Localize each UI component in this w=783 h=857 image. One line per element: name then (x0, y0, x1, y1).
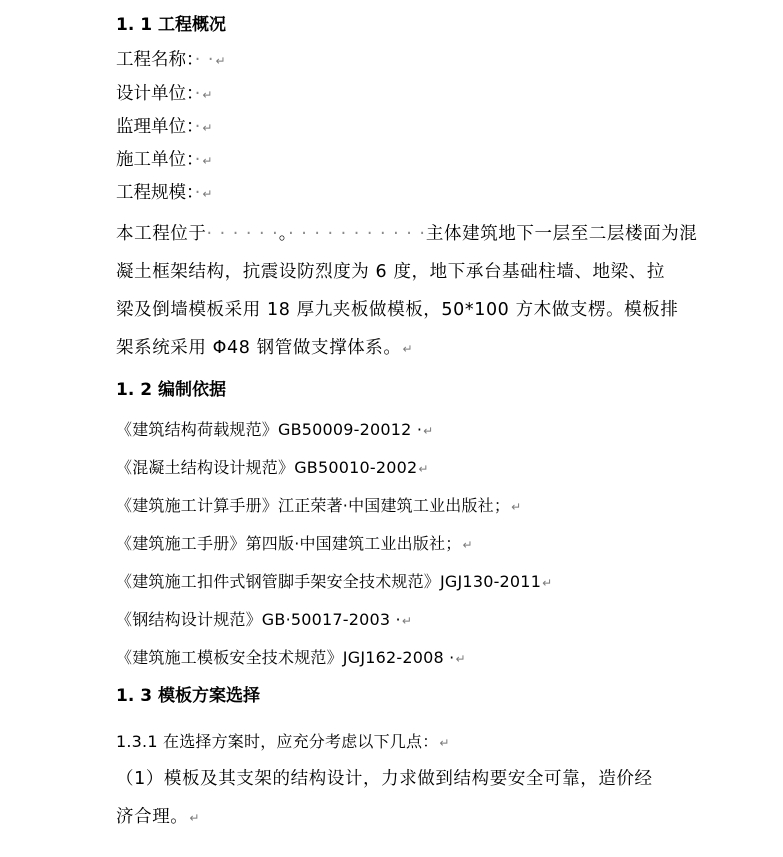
field-construction-unit (116, 148, 212, 173)
return-mark-icon: ↵ (511, 500, 522, 514)
subsection-text: 1.3.1 在选择方案时，应充分考虑以下几点： (116, 732, 439, 751)
field-label: 监理单位： (116, 117, 195, 137)
subsection-1-3-1 (116, 730, 450, 755)
item-text: （1）模板及其支架的结构设计，力求做到结构要安全可靠，造价经 (116, 769, 653, 789)
reference-text: 《建筑施工模板安全技术规范》JGJ162-2008 · (116, 648, 455, 667)
return-mark-icon: ↵ (202, 88, 213, 102)
para-text: 主体建筑地下一层至二层楼面为混 (425, 224, 698, 244)
placeholder-dots: · · · · · · · · · · · (288, 224, 426, 244)
field-value: · · (194, 50, 215, 70)
reference-item (116, 456, 429, 481)
heading-text: 1. 3 模板方案选择 (116, 686, 260, 706)
return-mark-icon: ↵ (202, 187, 213, 201)
return-mark-icon: ↵ (189, 811, 201, 825)
placeholder-dots: · · · · · · (206, 224, 279, 244)
paragraph-line-3 (116, 298, 678, 322)
field-label: 工程规模： (116, 183, 195, 203)
reference-text: 《建筑施工计算手册》江正荣著·中国建筑工业出版社； (116, 496, 511, 515)
para-text: 架系统采用 Φ48 钢管做支撑体系。 (116, 338, 402, 358)
para-text: 梁及倒墙模板采用 18 厚九夹板做模板，50*100 方木做支楞。模板排 (116, 300, 679, 320)
paragraph-line-1 (116, 222, 697, 246)
section-heading-1-2 (116, 378, 226, 402)
paragraph-line-2 (116, 260, 665, 284)
item-line-1 (116, 767, 653, 791)
para-text: 。 (278, 224, 289, 244)
return-mark-icon: ↵ (215, 54, 226, 68)
para-text: 本工程位于 (116, 224, 207, 244)
field-value: · (194, 150, 202, 170)
return-mark-icon: ↵ (401, 614, 413, 628)
reference-item (116, 646, 466, 671)
reference-text: 《钢结构设计规范》GB·50017-2003 · (116, 610, 401, 629)
reference-item (116, 532, 473, 557)
heading-text: 1. 1 工程概况 (116, 15, 226, 35)
field-value: · (194, 117, 202, 137)
para-text: 凝土框架结构，抗震设防烈度为 6 度，地下承台基础柱墙、地梁、拉 (116, 262, 665, 282)
field-project-name (116, 48, 226, 73)
field-label: 施工单位： (116, 150, 195, 170)
section-heading-1-1 (116, 13, 226, 37)
paragraph-line-4 (116, 336, 413, 361)
return-mark-icon: ↵ (202, 121, 213, 135)
return-mark-icon: ↵ (402, 342, 414, 356)
field-value: · (194, 183, 202, 203)
field-supervision-unit (116, 115, 212, 140)
reference-text: 《建筑施工手册》第四版·中国建筑工业出版社； (116, 534, 462, 553)
field-label: 工程名称： (116, 50, 195, 70)
return-mark-icon: ↵ (455, 652, 466, 666)
reference-text: 《建筑结构荷载规范》GB50009-20012 · (116, 420, 423, 439)
field-value: · (194, 84, 202, 104)
return-mark-icon: ↵ (418, 462, 429, 476)
field-label: 设计单位： (116, 84, 195, 104)
section-heading-1-3 (116, 684, 260, 708)
heading-text: 1. 2 编制依据 (116, 380, 226, 400)
field-project-scale (116, 181, 212, 206)
return-mark-icon: ↵ (423, 424, 434, 438)
return-mark-icon: ↵ (202, 154, 213, 168)
return-mark-icon: ↵ (542, 576, 553, 590)
reference-item (116, 418, 433, 443)
item-line-2 (116, 805, 200, 830)
reference-item (116, 608, 412, 633)
reference-text: 《混凝土结构设计规范》GB50010-2002 (116, 458, 418, 477)
reference-item (116, 494, 521, 519)
item-text: 济合理。 (116, 807, 189, 827)
field-design-unit (116, 82, 212, 107)
return-mark-icon: ↵ (439, 736, 450, 750)
reference-item (116, 570, 552, 595)
reference-text: 《建筑施工扣件式钢管脚手架安全技术规范》JGJ130-2011 (116, 572, 542, 591)
return-mark-icon: ↵ (462, 538, 473, 552)
